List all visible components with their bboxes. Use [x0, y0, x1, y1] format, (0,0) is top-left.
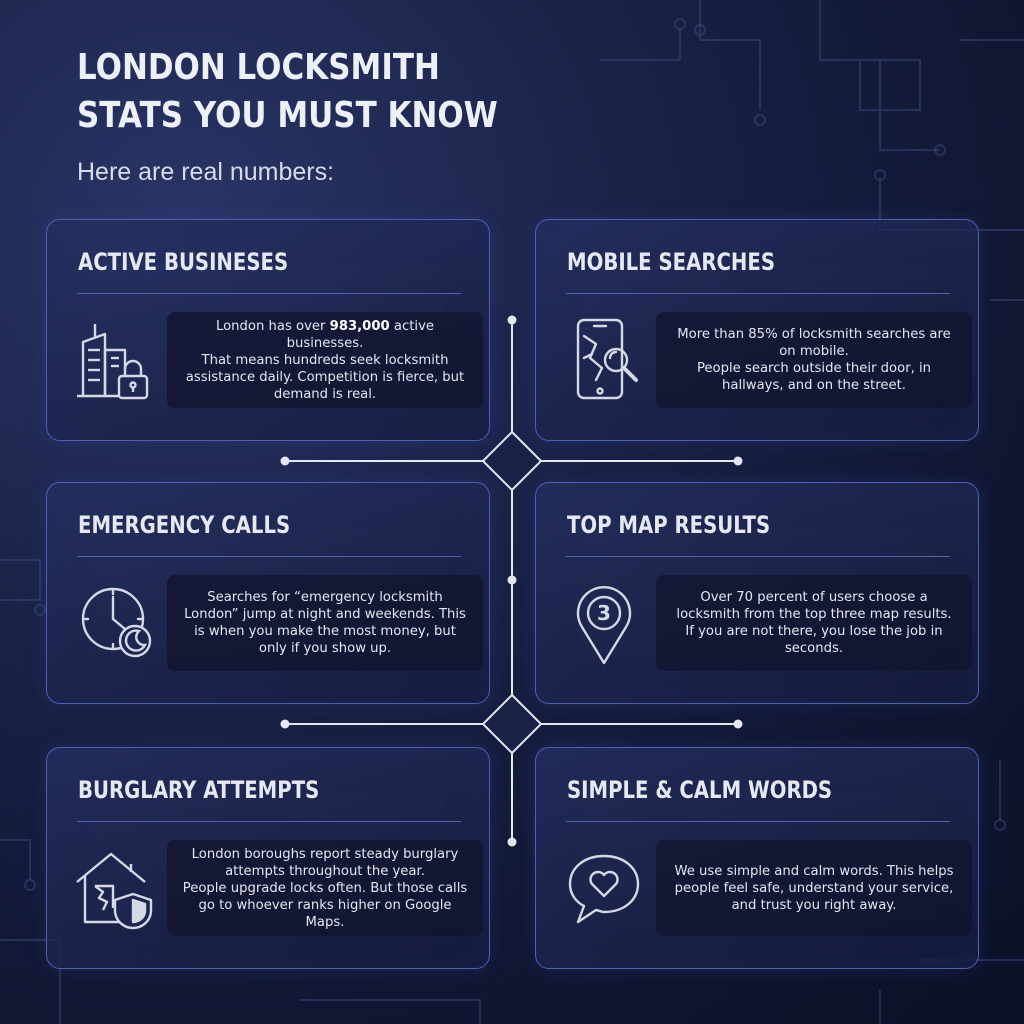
stat-text-pre: London has over — [216, 318, 330, 334]
page-subtitle: Here are real numbers: — [77, 158, 335, 186]
card-burglary-attempts — [46, 747, 490, 969]
card-title: ACTIVE BUSINESES — [78, 248, 289, 276]
card-description — [167, 312, 483, 408]
card-description — [167, 575, 483, 671]
card-mobile-searches — [535, 219, 979, 441]
card-text: Over 70 percent of users choose a locksmith from the top three map results. If you are not there, you lose the job in seconds. — [676, 590, 952, 656]
card-emergency-calls — [46, 482, 490, 704]
card-top-map-results — [535, 482, 979, 704]
heart-speech-bubble-icon — [562, 842, 652, 932]
stat-text-post: active businesses. That means hundreds seek locksmith assistance daily. Competition is fierce, but demand is real. — [185, 318, 465, 402]
card-divider — [566, 293, 950, 294]
card-divider — [566, 556, 950, 557]
phone-map-search-icon — [562, 314, 652, 404]
card-title: EMERGENCY CALLS — [78, 511, 291, 539]
card-description — [656, 575, 972, 671]
header — [77, 44, 677, 187]
card-text: More than 85% of locksmith searches are on mobile. People search outside their door, in hallways, and on the street. — [677, 327, 951, 393]
building-lock-icon — [73, 314, 163, 404]
card-text: We use simple and calm words. This helps people feel safe, understand your service, and trust you right away. — [674, 863, 954, 913]
stat-highlight: 983,000 — [329, 318, 390, 334]
card-divider — [566, 821, 950, 822]
page-title — [77, 44, 593, 140]
card-text: Searches for “emergency locksmith London” jump at night and weekends. This is when you make the most money, but only if you show up. — [184, 590, 466, 656]
card-simple-calm-words — [535, 747, 979, 969]
card-divider — [77, 556, 461, 557]
card-title: SIMPLE & CALM WORDS — [567, 776, 833, 804]
card-description — [167, 840, 483, 936]
card-title: TOP MAP RESULTS — [567, 511, 771, 539]
card-title: MOBILE SEARCHES — [567, 248, 776, 276]
map-pin-number: 3 — [597, 601, 611, 625]
card-text: London boroughs report steady burglary attempts throughout the year. People upgrade locks often. But those calls go to whoever ranks higher on Google Maps. — [182, 846, 468, 930]
house-shield-icon — [73, 842, 163, 932]
map-pin-number-icon — [562, 577, 652, 667]
card-active-businesses — [46, 219, 490, 441]
title-line-1: LONDON LOCKSMITH — [77, 47, 440, 88]
title-line-2: STATS YOU MUST KNOW — [77, 95, 498, 136]
card-title: BURGLARY ATTEMPTS — [78, 776, 320, 804]
card-description — [656, 312, 972, 408]
card-divider — [77, 821, 461, 822]
card-divider — [77, 293, 461, 294]
clock-moon-icon — [73, 577, 163, 667]
card-description — [656, 840, 972, 936]
